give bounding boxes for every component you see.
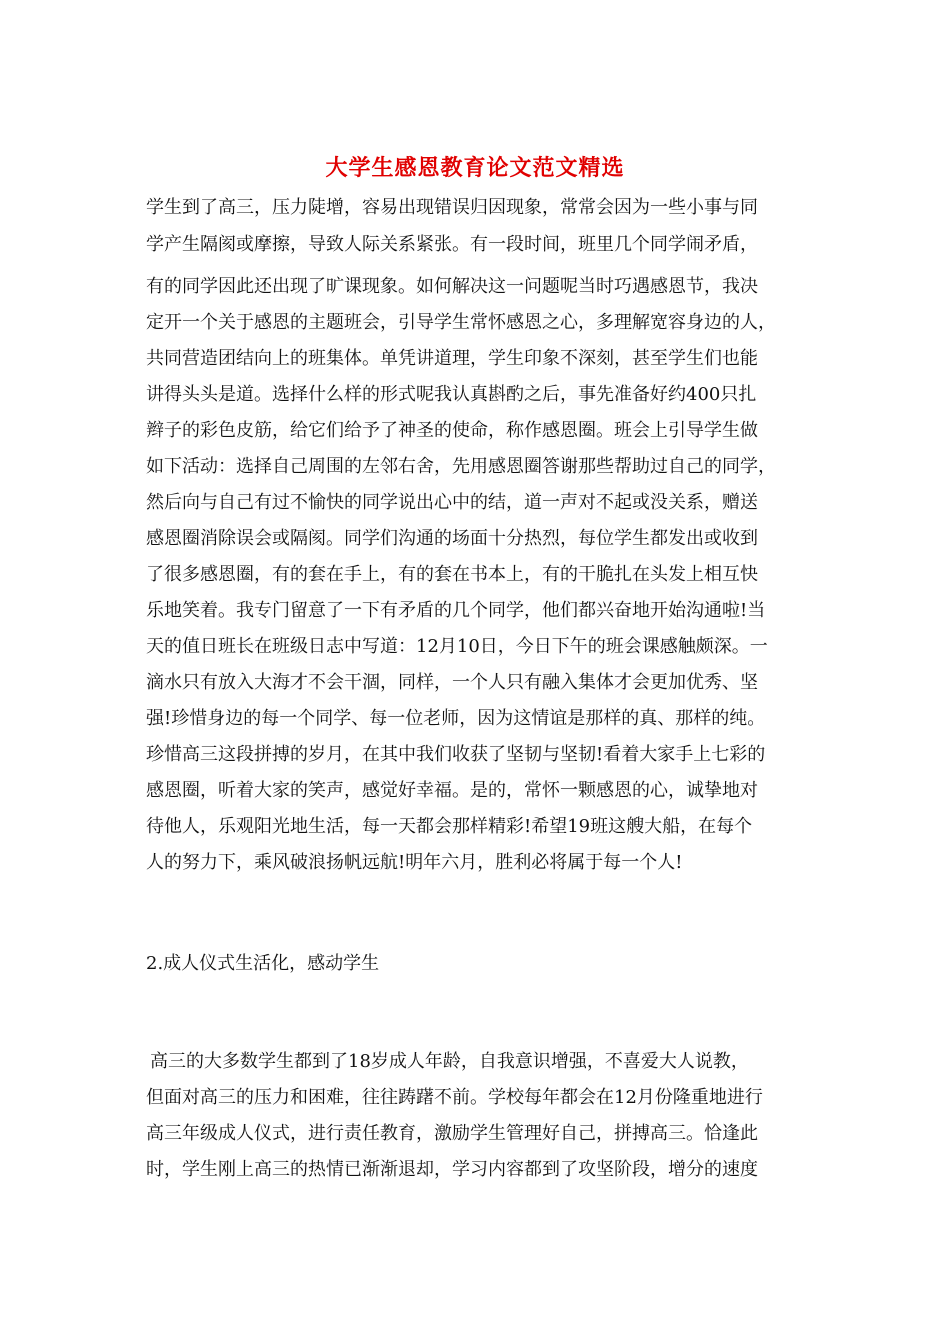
body-line: 如下活动：选择自己周围的左邻右舍，先用感恩圈答谢那些帮助过自己的同学， <box>146 456 776 477</box>
body-line: 有的同学因此还出现了旷课现象。如何解决这一问题呢当时巧遇感恩节，我决 <box>146 276 758 297</box>
body-line: 感恩圈，听着大家的笑声，感觉好幸福。是的，常怀一颗感恩的心，诚挚地对 <box>146 780 758 801</box>
body-line: 强!珍惜身边的每一个同学、每一位老师，因为这情谊是那样的真、那样的纯。 <box>146 708 766 729</box>
body-line: 乐地笑着。我专门留意了一下有矛盾的几个同学，他们都兴奋地开始沟通啦!当 <box>146 600 766 621</box>
body-line: 人的努力下，乘风破浪扬帆远航!明年六月，胜利必将属于每一个人! <box>146 852 683 873</box>
body-line: 然后向与自己有过不愉快的同学说出心中的结，道一声对不起或没关系，赠送 <box>146 492 758 513</box>
section-heading: 2.成人仪式生活化，感动学生 <box>146 953 380 974</box>
body-line: 天的值日班长在班级日志中写道：12月10日，今日下午的班会课感触颇深。一 <box>146 636 768 657</box>
body-line: 定开一个关于感恩的主题班会，引导学生常怀感恩之心，多理解宽容身边的人， <box>146 312 776 333</box>
body-line: 讲得头头是道。选择什么样的形式呢我认真斟酌之后，事先准备好约400只扎 <box>146 384 757 405</box>
body-line: 学产生隔阂或摩擦，导致人际关系紧张。有一段时间，班里几个同学闹矛盾， <box>146 234 758 255</box>
body-line: 但面对高三的压力和困难，往往踌躇不前。学校每年都会在12月份隆重地进行 <box>146 1087 763 1108</box>
body-line: 高三的大多数学生都到了18岁成人年龄，自我意识增强，不喜爱大人说教， <box>150 1051 749 1072</box>
body-line: 高三年级成人仪式，进行责任教育，激励学生管理好自己，拼搏高三。恰逢此 <box>146 1123 758 1144</box>
body-line: 辫子的彩色皮筋，给它们给予了神圣的使命，称作感恩圈。班会上引导学生做 <box>146 420 758 441</box>
body-line: 共同营造团结向上的班集体。单凭讲道理，学生印象不深刻，甚至学生们也能 <box>146 348 758 369</box>
body-line: 了很多感恩圈，有的套在手上，有的套在书本上，有的干脆扎在头发上相互快 <box>146 564 758 585</box>
document-title: 大学生感恩教育论文范文精选 <box>325 155 625 181</box>
body-line: 珍惜高三这段拼搏的岁月，在其中我们收获了坚韧与坚韧!看着大家手上七彩的 <box>146 744 766 765</box>
body-line: 学生到了高三，压力陡增，容易出现错误归因现象，常常会因为一些小事与同 <box>146 197 758 218</box>
body-line: 时，学生刚上高三的热情已渐渐退却，学习内容都到了攻坚阶段，增分的速度 <box>146 1159 758 1180</box>
body-line: 待他人，乐观阳光地生活，每一天都会那样精彩!希望19班这艘大船，在每个 <box>146 816 753 837</box>
body-line: 感恩圈消除误会或隔阂。同学们沟通的场面十分热烈，每位学生都发出或收到 <box>146 528 758 549</box>
body-line: 滴水只有放入大海才不会干涸，同样，一个人只有融入集体才会更加优秀、坚 <box>146 672 758 693</box>
